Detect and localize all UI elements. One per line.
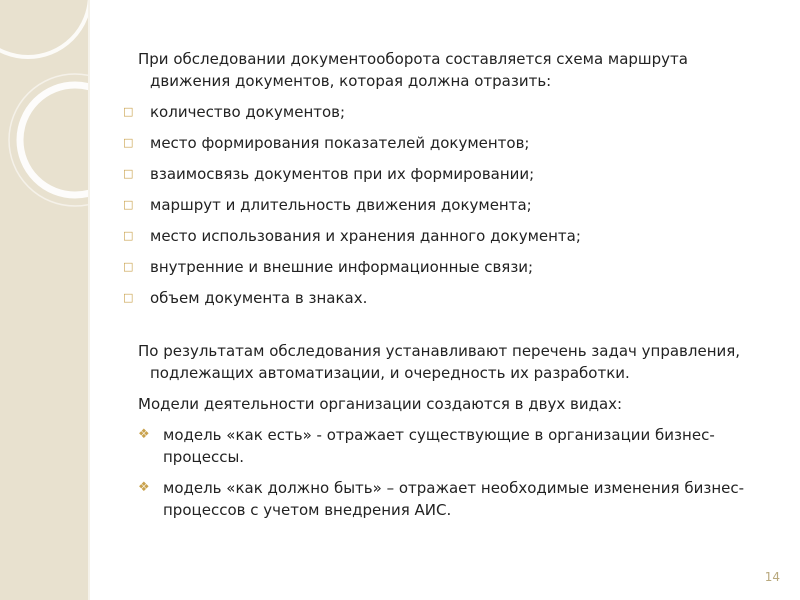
decorative-side-panel (0, 0, 88, 600)
hollow-square-bullet-icon: □ (123, 260, 134, 273)
list-item-text: внутренние и внешние информационные связи; (150, 258, 534, 276)
list-item (123, 132, 758, 154)
hollow-square-bullet-icon: □ (123, 136, 134, 149)
list-item (123, 287, 758, 309)
list-item-text: взаимосвязь документов при их формировании; (150, 165, 535, 183)
intro-paragraph: При обследовании документооборота составляется схема маршрута движения документов, которая должна отразить: (138, 50, 688, 90)
decorative-rings-icon (0, 0, 88, 600)
list-item (123, 101, 758, 123)
list-item-text: место формирования показателей документов; (150, 134, 530, 152)
hollow-square-bullet-icon: □ (123, 291, 134, 304)
hollow-square-bullet-icon: □ (123, 198, 134, 211)
side-divider (88, 0, 90, 600)
list-item-text: маршрут и длительность движения документа; (150, 196, 532, 214)
list-item-text: место использования и хранения данного документа; (150, 227, 581, 245)
models-intro: Модели деятельности организации создаются в двух видах: (138, 395, 623, 413)
list-item (123, 256, 758, 278)
list-item-text: модель «как есть» - отражает существующие в организации бизнес-процессы. (163, 426, 715, 466)
models-list (138, 424, 758, 521)
diamond-bullet-icon: ❖ (138, 427, 150, 442)
slide-body (123, 48, 758, 521)
list-item (123, 163, 758, 185)
list-item (123, 194, 758, 216)
list-item-text: количество документов; (150, 103, 346, 121)
section-spacer (138, 309, 758, 340)
list-item (138, 424, 758, 468)
list-item (123, 225, 758, 247)
diamond-bullet-icon: ❖ (138, 480, 150, 495)
list-item (138, 477, 758, 521)
page-number: 14 (764, 570, 780, 584)
survey-items-list (123, 101, 758, 309)
hollow-square-bullet-icon: □ (123, 105, 134, 118)
list-item-text: объем документа в знаках. (150, 289, 368, 307)
list-item-text: модель «как должно быть» – отражает необходимые изменения бизнес-процессов с учетом внедрения АИС. (163, 479, 745, 519)
hollow-square-bullet-icon: □ (123, 229, 134, 242)
results-paragraph: По результатам обследования устанавливают перечень задач управления, подлежащих автоматизации, и очередность их разработки. (138, 342, 741, 382)
hollow-square-bullet-icon: □ (123, 167, 134, 180)
